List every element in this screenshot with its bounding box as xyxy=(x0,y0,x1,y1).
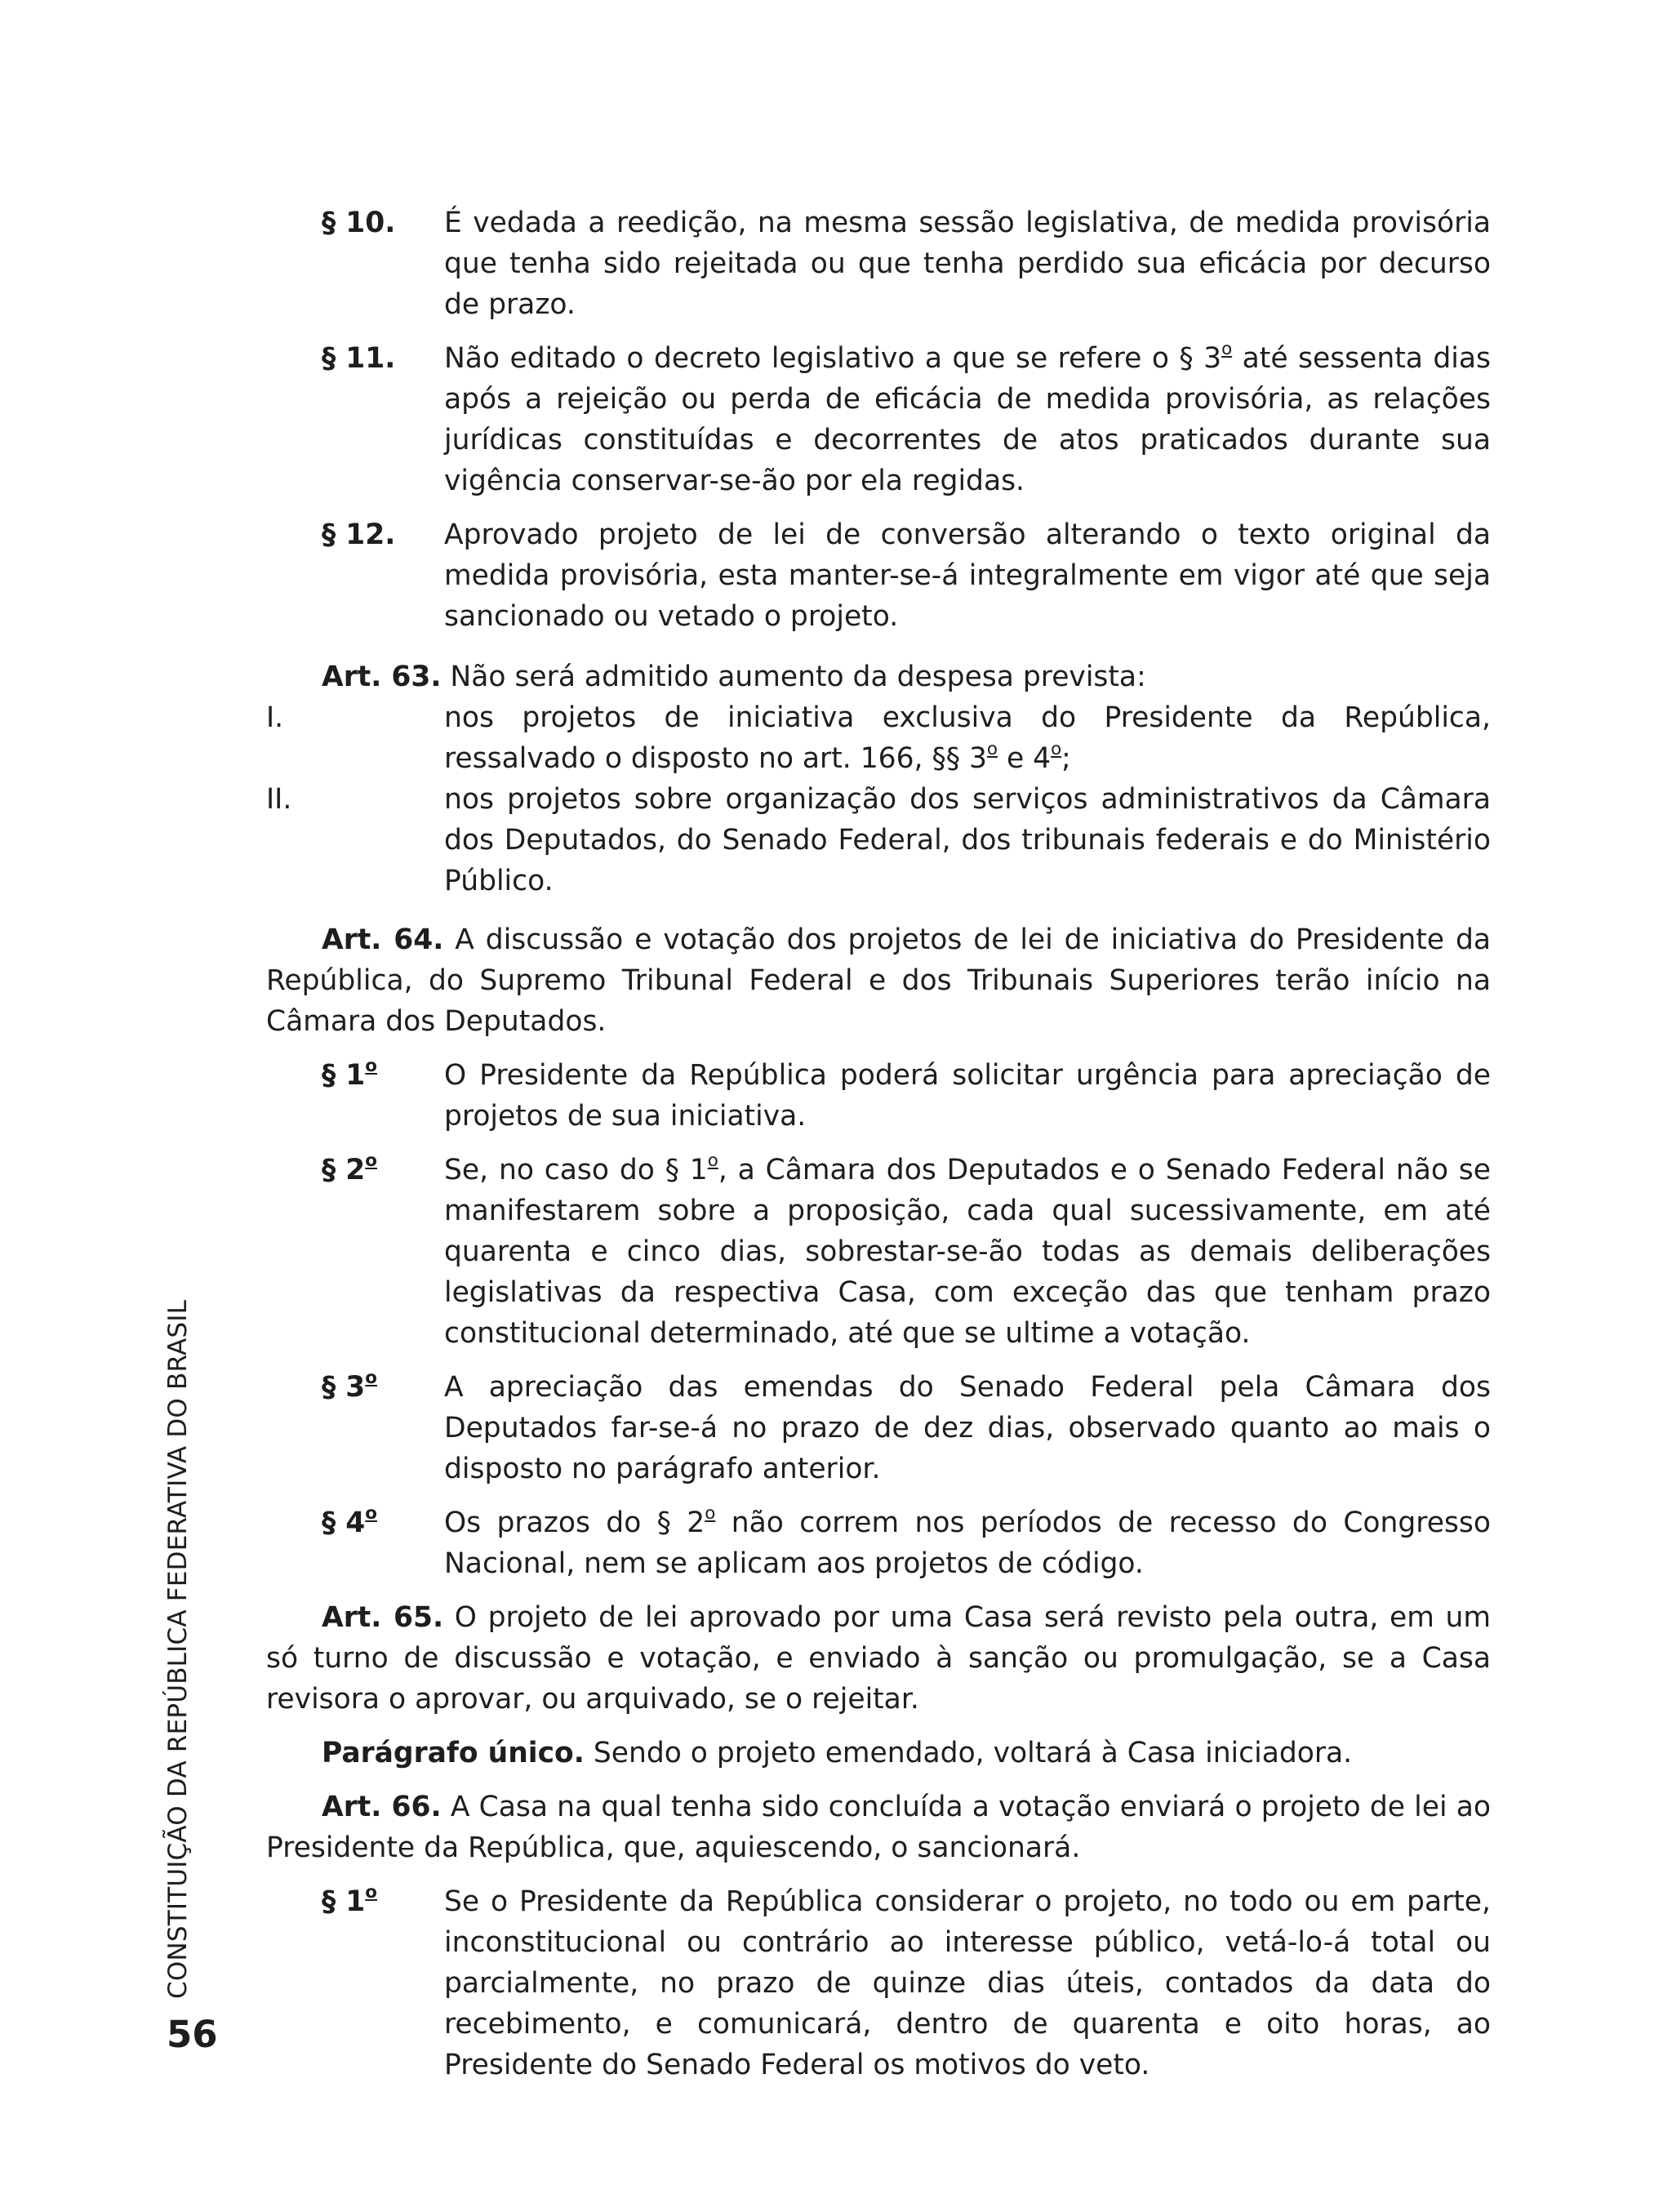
page-number: 56 xyxy=(167,2013,218,2056)
article-64-paragraph-1 xyxy=(266,1055,1491,1137)
article-64 xyxy=(266,919,1491,1042)
paragraph-text: É vedada a reedição, na mesma sessão legislativa, de medida provisória que tenha sido rejeitada ou que tenha perdido sua eficácia por decurso de prazo. xyxy=(444,207,1491,321)
paragraph-label: § 3$^o$ xyxy=(322,1367,377,1404)
article-text: A discussão e votação dos projetos de lei de iniciativa do Presidente da República, do Supremo Tribunal Federal e dos Tribunais Superiores terão início na Câmara dos Deputados. xyxy=(266,924,1491,1038)
paragraph-text: Os prazos do § 2$^o$ não correm nos períodos de recesso do Congresso Nacional, nem se aplicam aos projetos de código. xyxy=(444,1502,1491,1580)
paragraph-10 xyxy=(266,203,1491,325)
paragraph-12 xyxy=(266,514,1491,637)
item-label: I. xyxy=(266,701,284,734)
article-label: Art. 66. xyxy=(322,1791,442,1823)
paragraph-label: § 12. xyxy=(322,519,396,551)
article-label: Art. 64. xyxy=(322,924,444,956)
article-64-paragraph-4 xyxy=(266,1502,1491,1584)
article-label: Art. 65. xyxy=(322,1601,444,1634)
article-64-paragraph-2 xyxy=(266,1150,1491,1354)
running-title: CONSTITUIÇÃO DA REPÚBLICA FEDERATIVA DO BRASIL xyxy=(163,1299,193,1999)
paragraph-label: § 4$^o$ xyxy=(322,1502,377,1539)
paragraph-text: O Presidente da República poderá solicitar urgência para apreciação de projetos de sua iniciativa. xyxy=(444,1059,1491,1133)
paragraph-11 xyxy=(266,338,1491,501)
paragraph-text: Sendo o projeto emendado, voltará à Casa iniciadora. xyxy=(584,1737,1353,1769)
article-63-item-ii xyxy=(266,779,1491,901)
article-66-paragraph-1 xyxy=(266,1881,1491,2085)
item-text: nos projetos de iniciativa exclusiva do Presidente da República, ressalvado o disposto no art. 166, §§ 3$^o$ e 4$^o$; xyxy=(444,701,1491,775)
article-text: O projeto de lei aprovado por uma Casa será revisto pela outra, em um só turno de discussão e votação, e enviado à sanção ou promulgação, se a Casa revisora o aprovar, ou arquivado, se o rejeitar. xyxy=(266,1601,1491,1716)
article-63 xyxy=(266,656,1491,697)
paragraph-label: § 2$^o$ xyxy=(322,1150,377,1186)
paragraph-text: A apreciação das emendas do Senado Federal pela Câmara dos Deputados far-se-á no prazo de dez dias, observado quanto ao mais o disposto no parágrafo anterior. xyxy=(444,1371,1491,1485)
paragraph-label: § 1$^o$ xyxy=(322,1055,377,1092)
paragraph-label: § 10. xyxy=(322,207,396,239)
paragraph-label: Parágrafo único. xyxy=(322,1737,585,1769)
article-65-sole-paragraph xyxy=(266,1733,1491,1774)
paragraph-text: Se, no caso do § 1$^o$, a Câmara dos Deputados e o Senado Federal não se manifestarem sobre a proposição, cada qual sucessivamente, em até quarenta e cinco dias, sobrestar-se-ão todas as demais deliberações legislativas da respectiva Casa, com exceção das que tenham prazo constitucional determinado, até que se ultime a votação. xyxy=(444,1150,1491,1350)
page-content xyxy=(266,203,1491,2099)
paragraph-text: Não editado o decreto legislativo a que se refere o § 3$^o$ até sessenta dias após a rejeição ou perda de eficácia de medida provisória, as relações jurídicas constituídas e decorrentes de atos praticados durante sua vigência conservar-se-ão por ela regidas. xyxy=(444,338,1491,497)
paragraph-text: Se o Presidente da República considerar o projeto, no todo ou em parte, inconstitucional ou contrário ao interesse público, vetá-lo-á total ou parcialmente, no prazo de quinze dias úteis, contados da data do recebimento, e comunicará, dentro de quarenta e oito horas, ao Presidente do Senado Federal os motivos do veto. xyxy=(444,1885,1491,2081)
item-text: nos projetos sobre organização dos serviços administrativos da Câmara dos Deputados, do Senado Federal, dos tribunais federais e do Ministério Público. xyxy=(444,783,1491,897)
article-64-paragraph-3 xyxy=(266,1367,1491,1489)
paragraph-label: § 1$^o$ xyxy=(322,1881,377,1918)
article-label: Art. 63. xyxy=(322,661,442,693)
article-text: Não será admitido aumento da despesa prevista: xyxy=(441,661,1146,693)
article-65 xyxy=(266,1597,1491,1720)
paragraph-label: § 11. xyxy=(322,342,396,375)
paragraph-text: Aprovado projeto de lei de conversão alterando o texto original da medida provisória, esta manter-se-á integralmente em vigor até que seja sancionado ou vetado o projeto. xyxy=(444,519,1491,633)
item-label: II. xyxy=(266,783,292,816)
article-66 xyxy=(266,1787,1491,1868)
article-text: A Casa na qual tenha sido concluída a votação enviará o projeto de lei ao Presidente da República, que, aquiescendo, o sancionará. xyxy=(266,1791,1491,1864)
article-63-item-i xyxy=(266,697,1491,779)
